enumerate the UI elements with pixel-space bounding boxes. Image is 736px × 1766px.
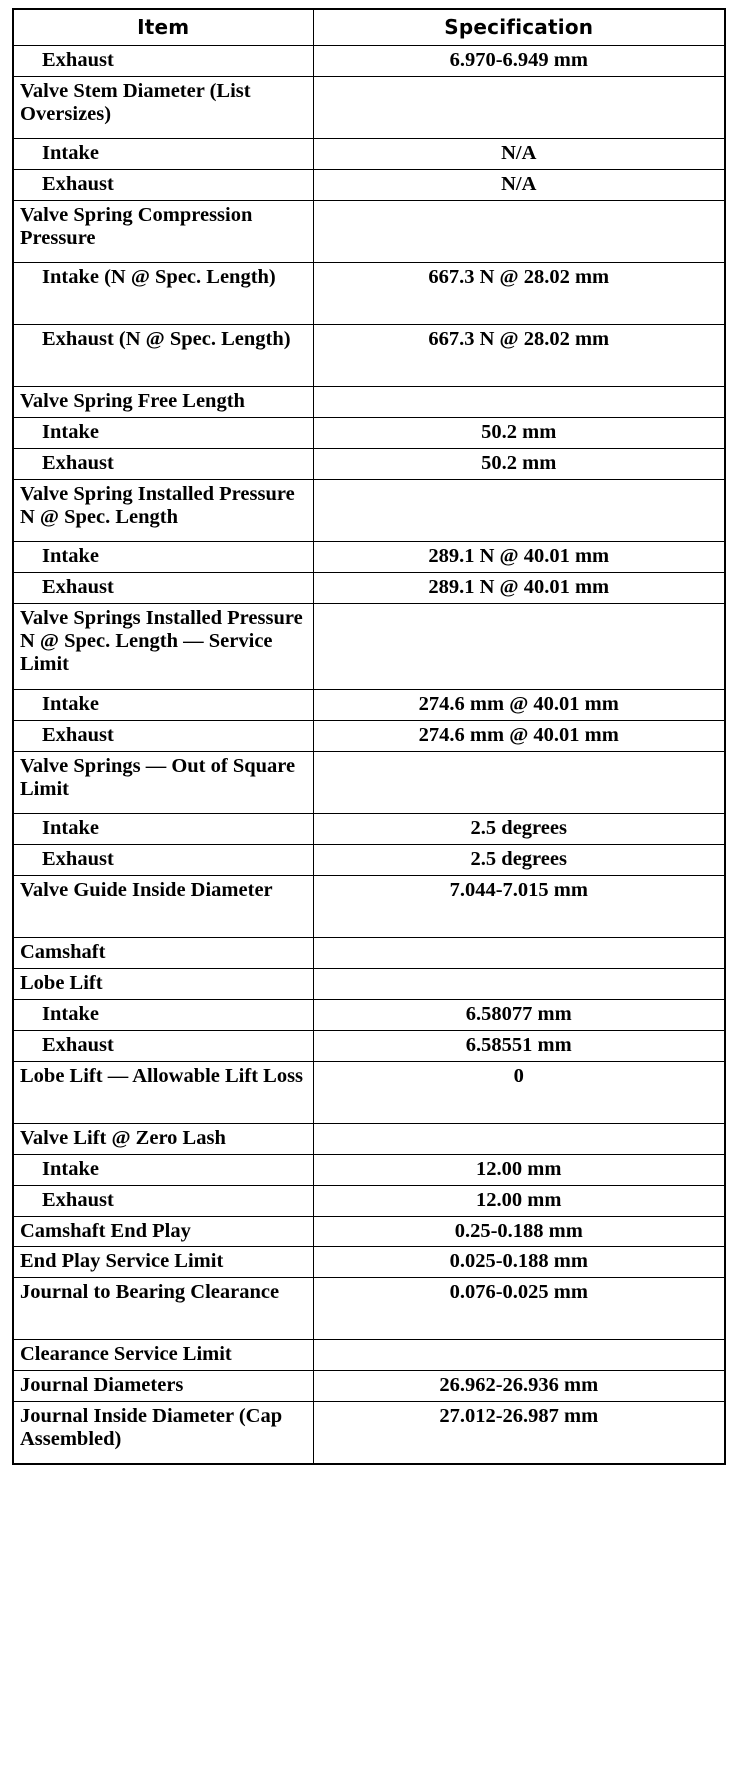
- table-row: [13, 937, 725, 968]
- specification-cell: 289.1 N @ 40.01 mm: [313, 573, 725, 604]
- item-cell: Journal to Bearing Clearance: [13, 1278, 313, 1340]
- table-body: [13, 46, 725, 1464]
- specification-cell: [313, 480, 725, 542]
- table-row: [13, 139, 725, 170]
- specification-cell: 12.00 mm: [313, 1154, 725, 1185]
- item-cell: Valve Guide Inside Diameter: [13, 875, 313, 937]
- table-row: [13, 201, 725, 263]
- item-cell: Intake: [13, 813, 313, 844]
- table-row: [13, 263, 725, 325]
- specification-cell: 12.00 mm: [313, 1185, 725, 1216]
- table-row: [13, 1402, 725, 1465]
- specification-cell: 2.5 degrees: [313, 844, 725, 875]
- specification-cell: [313, 604, 725, 690]
- table-row: [13, 751, 725, 813]
- specification-cell: 667.3 N @ 28.02 mm: [313, 263, 725, 325]
- specification-cell: 50.2 mm: [313, 449, 725, 480]
- item-cell: Exhaust: [13, 1030, 313, 1061]
- item-cell: Valve Lift @ Zero Lash: [13, 1123, 313, 1154]
- table-row: [13, 480, 725, 542]
- specification-cell: [313, 77, 725, 139]
- table-row: [13, 573, 725, 604]
- table-row: [13, 604, 725, 690]
- item-cell: Clearance Service Limit: [13, 1340, 313, 1371]
- table-row: [13, 690, 725, 721]
- table-row: [13, 875, 725, 937]
- specification-cell: [313, 937, 725, 968]
- item-cell: Exhaust: [13, 170, 313, 201]
- item-cell: End Play Service Limit: [13, 1247, 313, 1278]
- table-row: [13, 1154, 725, 1185]
- item-cell: Valve Spring Compression Pressure: [13, 201, 313, 263]
- item-cell: Intake: [13, 999, 313, 1030]
- specification-cell: 50.2 mm: [313, 418, 725, 449]
- item-cell: Intake: [13, 1154, 313, 1185]
- table-row: [13, 1030, 725, 1061]
- table-row: [13, 1371, 725, 1402]
- item-cell: Valve Springs Installed Pressure N @ Spec. Length — Service Limit: [13, 604, 313, 690]
- item-cell: Intake: [13, 139, 313, 170]
- table-row: [13, 1278, 725, 1340]
- item-cell: Intake (N @ Spec. Length): [13, 263, 313, 325]
- specification-cell: 0.076-0.025 mm: [313, 1278, 725, 1340]
- specification-cell: 667.3 N @ 28.02 mm: [313, 325, 725, 387]
- specification-cell: 6.58551 mm: [313, 1030, 725, 1061]
- item-cell: Valve Spring Installed Pressure N @ Spec. Length: [13, 480, 313, 542]
- specification-cell: [313, 201, 725, 263]
- item-cell: Exhaust (N @ Spec. Length): [13, 325, 313, 387]
- specification-cell: [313, 1123, 725, 1154]
- specification-cell: [313, 751, 725, 813]
- item-cell: Exhaust: [13, 1185, 313, 1216]
- item-cell: Journal Inside Diameter (Cap Assembled): [13, 1402, 313, 1465]
- item-cell: Intake: [13, 418, 313, 449]
- specification-cell: 26.962-26.936 mm: [313, 1371, 725, 1402]
- item-cell: Exhaust: [13, 720, 313, 751]
- specification-cell: [313, 387, 725, 418]
- item-cell: Lobe Lift — Allowable Lift Loss: [13, 1061, 313, 1123]
- table-row: [13, 1340, 725, 1371]
- specification-cell: 0.25-0.188 mm: [313, 1216, 725, 1247]
- item-cell: Valve Spring Free Length: [13, 387, 313, 418]
- item-cell: Journal Diameters: [13, 1371, 313, 1402]
- specification-cell: 6.58077 mm: [313, 999, 725, 1030]
- item-cell: Camshaft End Play: [13, 1216, 313, 1247]
- table-row: [13, 813, 725, 844]
- table-row: [13, 77, 725, 139]
- specification-cell: N/A: [313, 170, 725, 201]
- specification-cell: 274.6 mm @ 40.01 mm: [313, 690, 725, 721]
- item-cell: Lobe Lift: [13, 968, 313, 999]
- table-row: [13, 1061, 725, 1123]
- table-header-row: [13, 9, 725, 46]
- table-row: [13, 999, 725, 1030]
- table-row: [13, 1247, 725, 1278]
- table-row: [13, 844, 725, 875]
- table-row: [13, 542, 725, 573]
- specification-cell: 0.025-0.188 mm: [313, 1247, 725, 1278]
- table-row: [13, 387, 725, 418]
- item-cell: Exhaust: [13, 449, 313, 480]
- table-row: [13, 1123, 725, 1154]
- column-header-item: Item: [13, 9, 313, 46]
- column-header-specification: Specification: [313, 9, 725, 46]
- specification-table: [12, 8, 726, 1465]
- specification-cell: 27.012-26.987 mm: [313, 1402, 725, 1465]
- item-cell: Valve Stem Diameter (List Oversizes): [13, 77, 313, 139]
- table-row: [13, 325, 725, 387]
- section-heading-cell: Camshaft: [13, 937, 313, 968]
- item-cell: Intake: [13, 690, 313, 721]
- specification-cell: [313, 1340, 725, 1371]
- item-cell: Exhaust: [13, 46, 313, 77]
- specification-cell: N/A: [313, 139, 725, 170]
- table-row: [13, 720, 725, 751]
- table-row: [13, 968, 725, 999]
- table-row: [13, 170, 725, 201]
- table-row: [13, 1216, 725, 1247]
- specification-cell: 0: [313, 1061, 725, 1123]
- item-cell: Intake: [13, 542, 313, 573]
- item-cell: Exhaust: [13, 573, 313, 604]
- specification-cell: 2.5 degrees: [313, 813, 725, 844]
- specification-cell: 6.970-6.949 mm: [313, 46, 725, 77]
- item-cell: Valve Springs — Out of Square Limit: [13, 751, 313, 813]
- table-row: [13, 1185, 725, 1216]
- specification-cell: 289.1 N @ 40.01 mm: [313, 542, 725, 573]
- table-row: [13, 418, 725, 449]
- table-row: [13, 449, 725, 480]
- item-cell: Exhaust: [13, 844, 313, 875]
- table-row: [13, 46, 725, 77]
- specification-cell: 274.6 mm @ 40.01 mm: [313, 720, 725, 751]
- specification-cell: 7.044-7.015 mm: [313, 875, 725, 937]
- specification-cell: [313, 968, 725, 999]
